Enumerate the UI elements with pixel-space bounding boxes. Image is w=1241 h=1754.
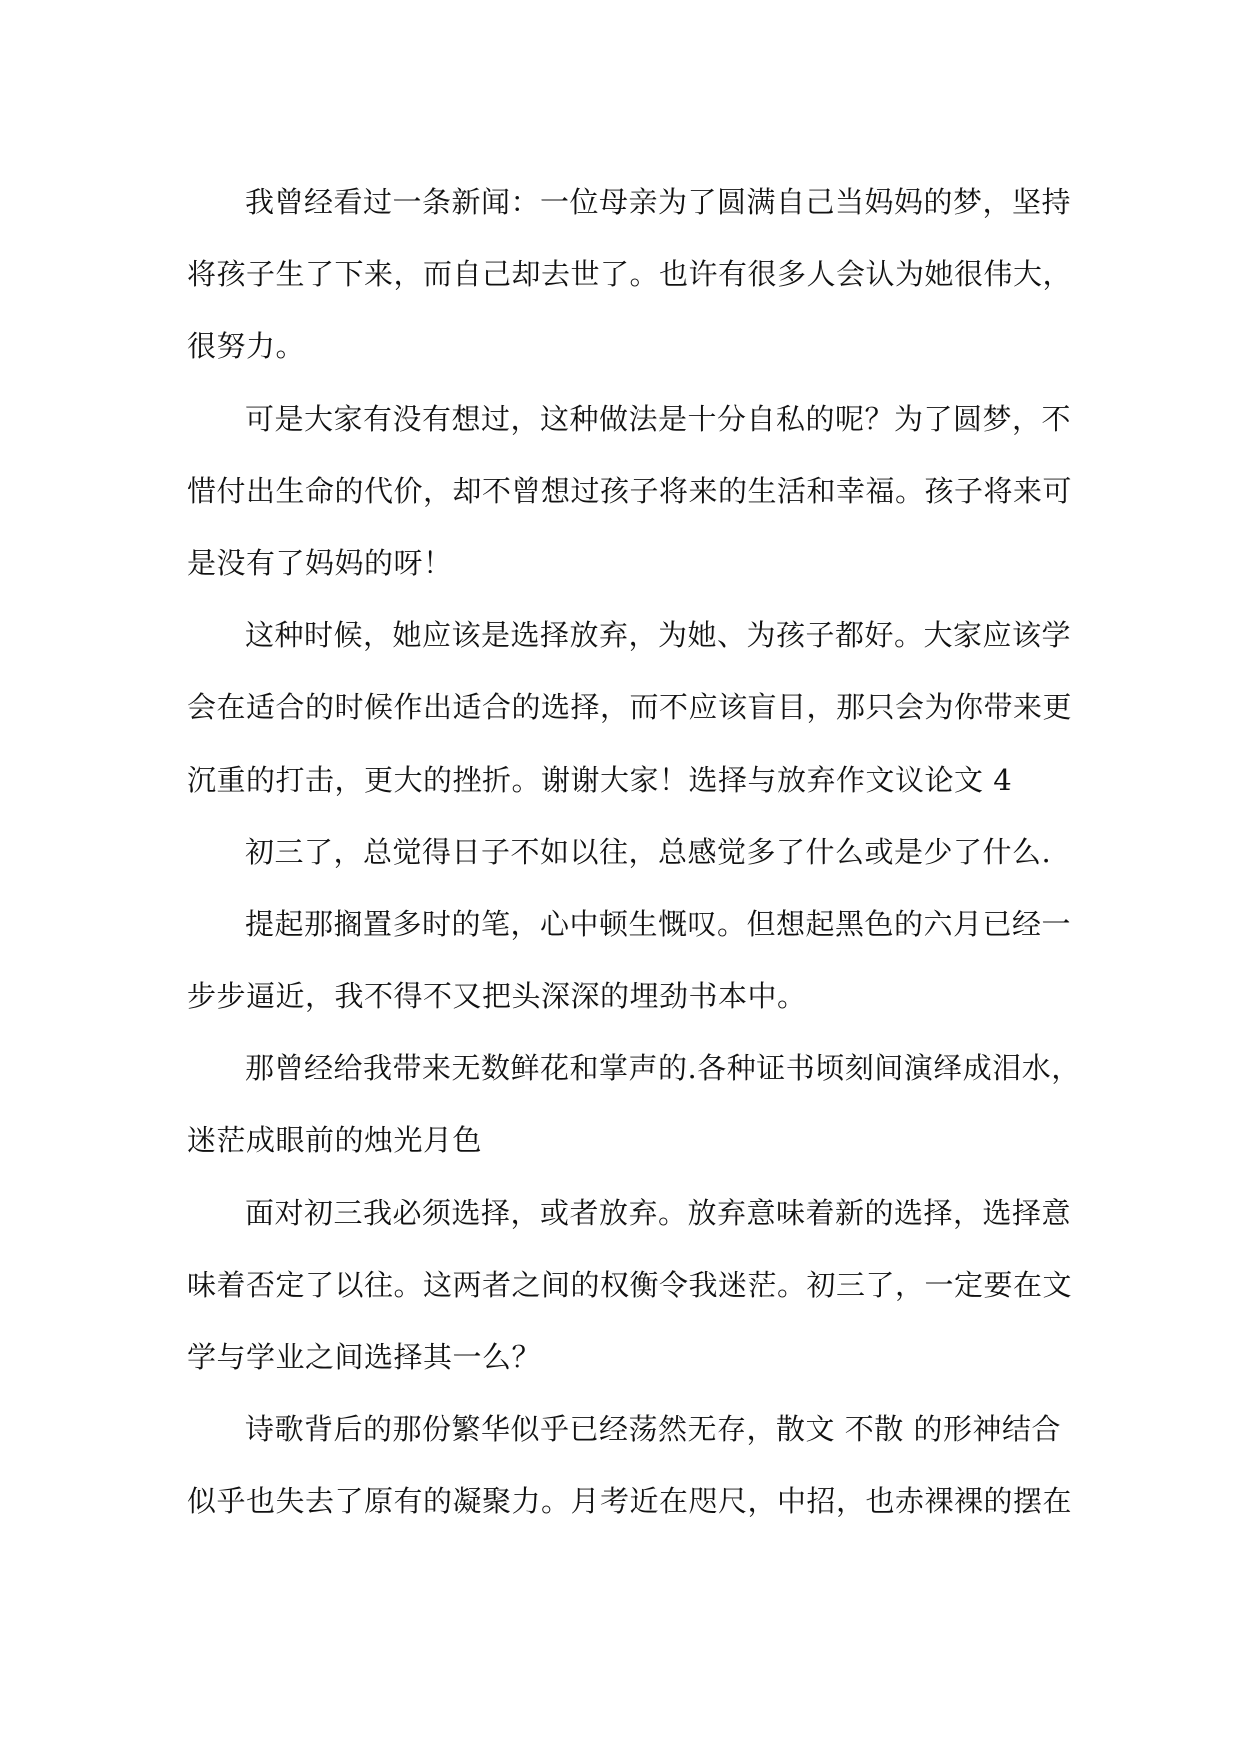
paragraph-1 <box>187 166 1073 383</box>
paragraph-7 <box>187 1177 1073 1394</box>
paragraph-4 <box>187 816 1067 888</box>
document-body <box>187 166 1081 1538</box>
paragraph-8 <box>187 1393 1073 1537</box>
paragraph-3 <box>187 599 1073 816</box>
text-line: 我曾经看过一条新闻：一位母亲为了圆满自己当妈妈的梦，坚持 <box>245 185 1072 219</box>
text-line: 似乎也失去了原有的凝聚力。月考近在咫尺，中招，也赤裸裸的摆在 <box>187 1484 1073 1519</box>
text-line: 步步逼近，我不得不又把头深深的埋劲书本中。 <box>187 979 807 1014</box>
text-line: 这种时候，她应该是选择放弃，为她、为孩子都好。大家应该学 <box>245 618 1072 653</box>
paragraph-6 <box>187 1032 1081 1176</box>
text-line: 初三了，总觉得日子不如以往，总感觉多了什么或是少了什么. <box>245 834 1052 869</box>
text-line: 诗歌背后的那份繁华似乎已经荡然无存，散文 不散 的形神结合 <box>245 1412 1061 1447</box>
text-line: 沉重的打击，更大的挫折。谢谢大家！选择与放弃作文议论文 4 <box>187 762 1013 797</box>
text-line: 惜付出生命的代价，却不曾想过孩子将来的生活和幸福。孩子将来可 <box>187 473 1073 508</box>
text-line: 学与学业之间选择其一么？ <box>187 1340 542 1374</box>
text-line: 那曾经给我带来无数鲜花和掌声的.各种证书顷刻间演绎成泪水， <box>245 1051 1081 1086</box>
text-line: 味着否定了以往。这两者之间的权衡令我迷茫。初三了，一定要在文 <box>187 1267 1073 1302</box>
text-line: 会在适合的时候作出适合的选择，而不应该盲目，那只会为你带来更 <box>187 690 1073 725</box>
text-line: 提起那搁置多时的笔，心中顿生慨叹。但想起黑色的六月已经一 <box>245 906 1072 941</box>
text-line: 是没有了妈妈的呀！ <box>187 545 453 580</box>
text-line: 面对初三我必须选择，或者放弃。放弃意味着新的选择，选择意 <box>245 1195 1072 1230</box>
text-line: 可是大家有没有想过，这种做法是十分自私的呢？为了圆梦，不 <box>245 401 1072 436</box>
paragraph-5 <box>187 888 1072 1032</box>
text-line: 很努力。 <box>187 329 306 364</box>
text-line: 将孩子生了下来，而自己却去世了。也许有很多人会认为她很伟大， <box>187 257 1073 292</box>
text-line: 迷茫成眼前的烛光月色 <box>187 1123 483 1158</box>
paragraph-2 <box>187 383 1073 600</box>
